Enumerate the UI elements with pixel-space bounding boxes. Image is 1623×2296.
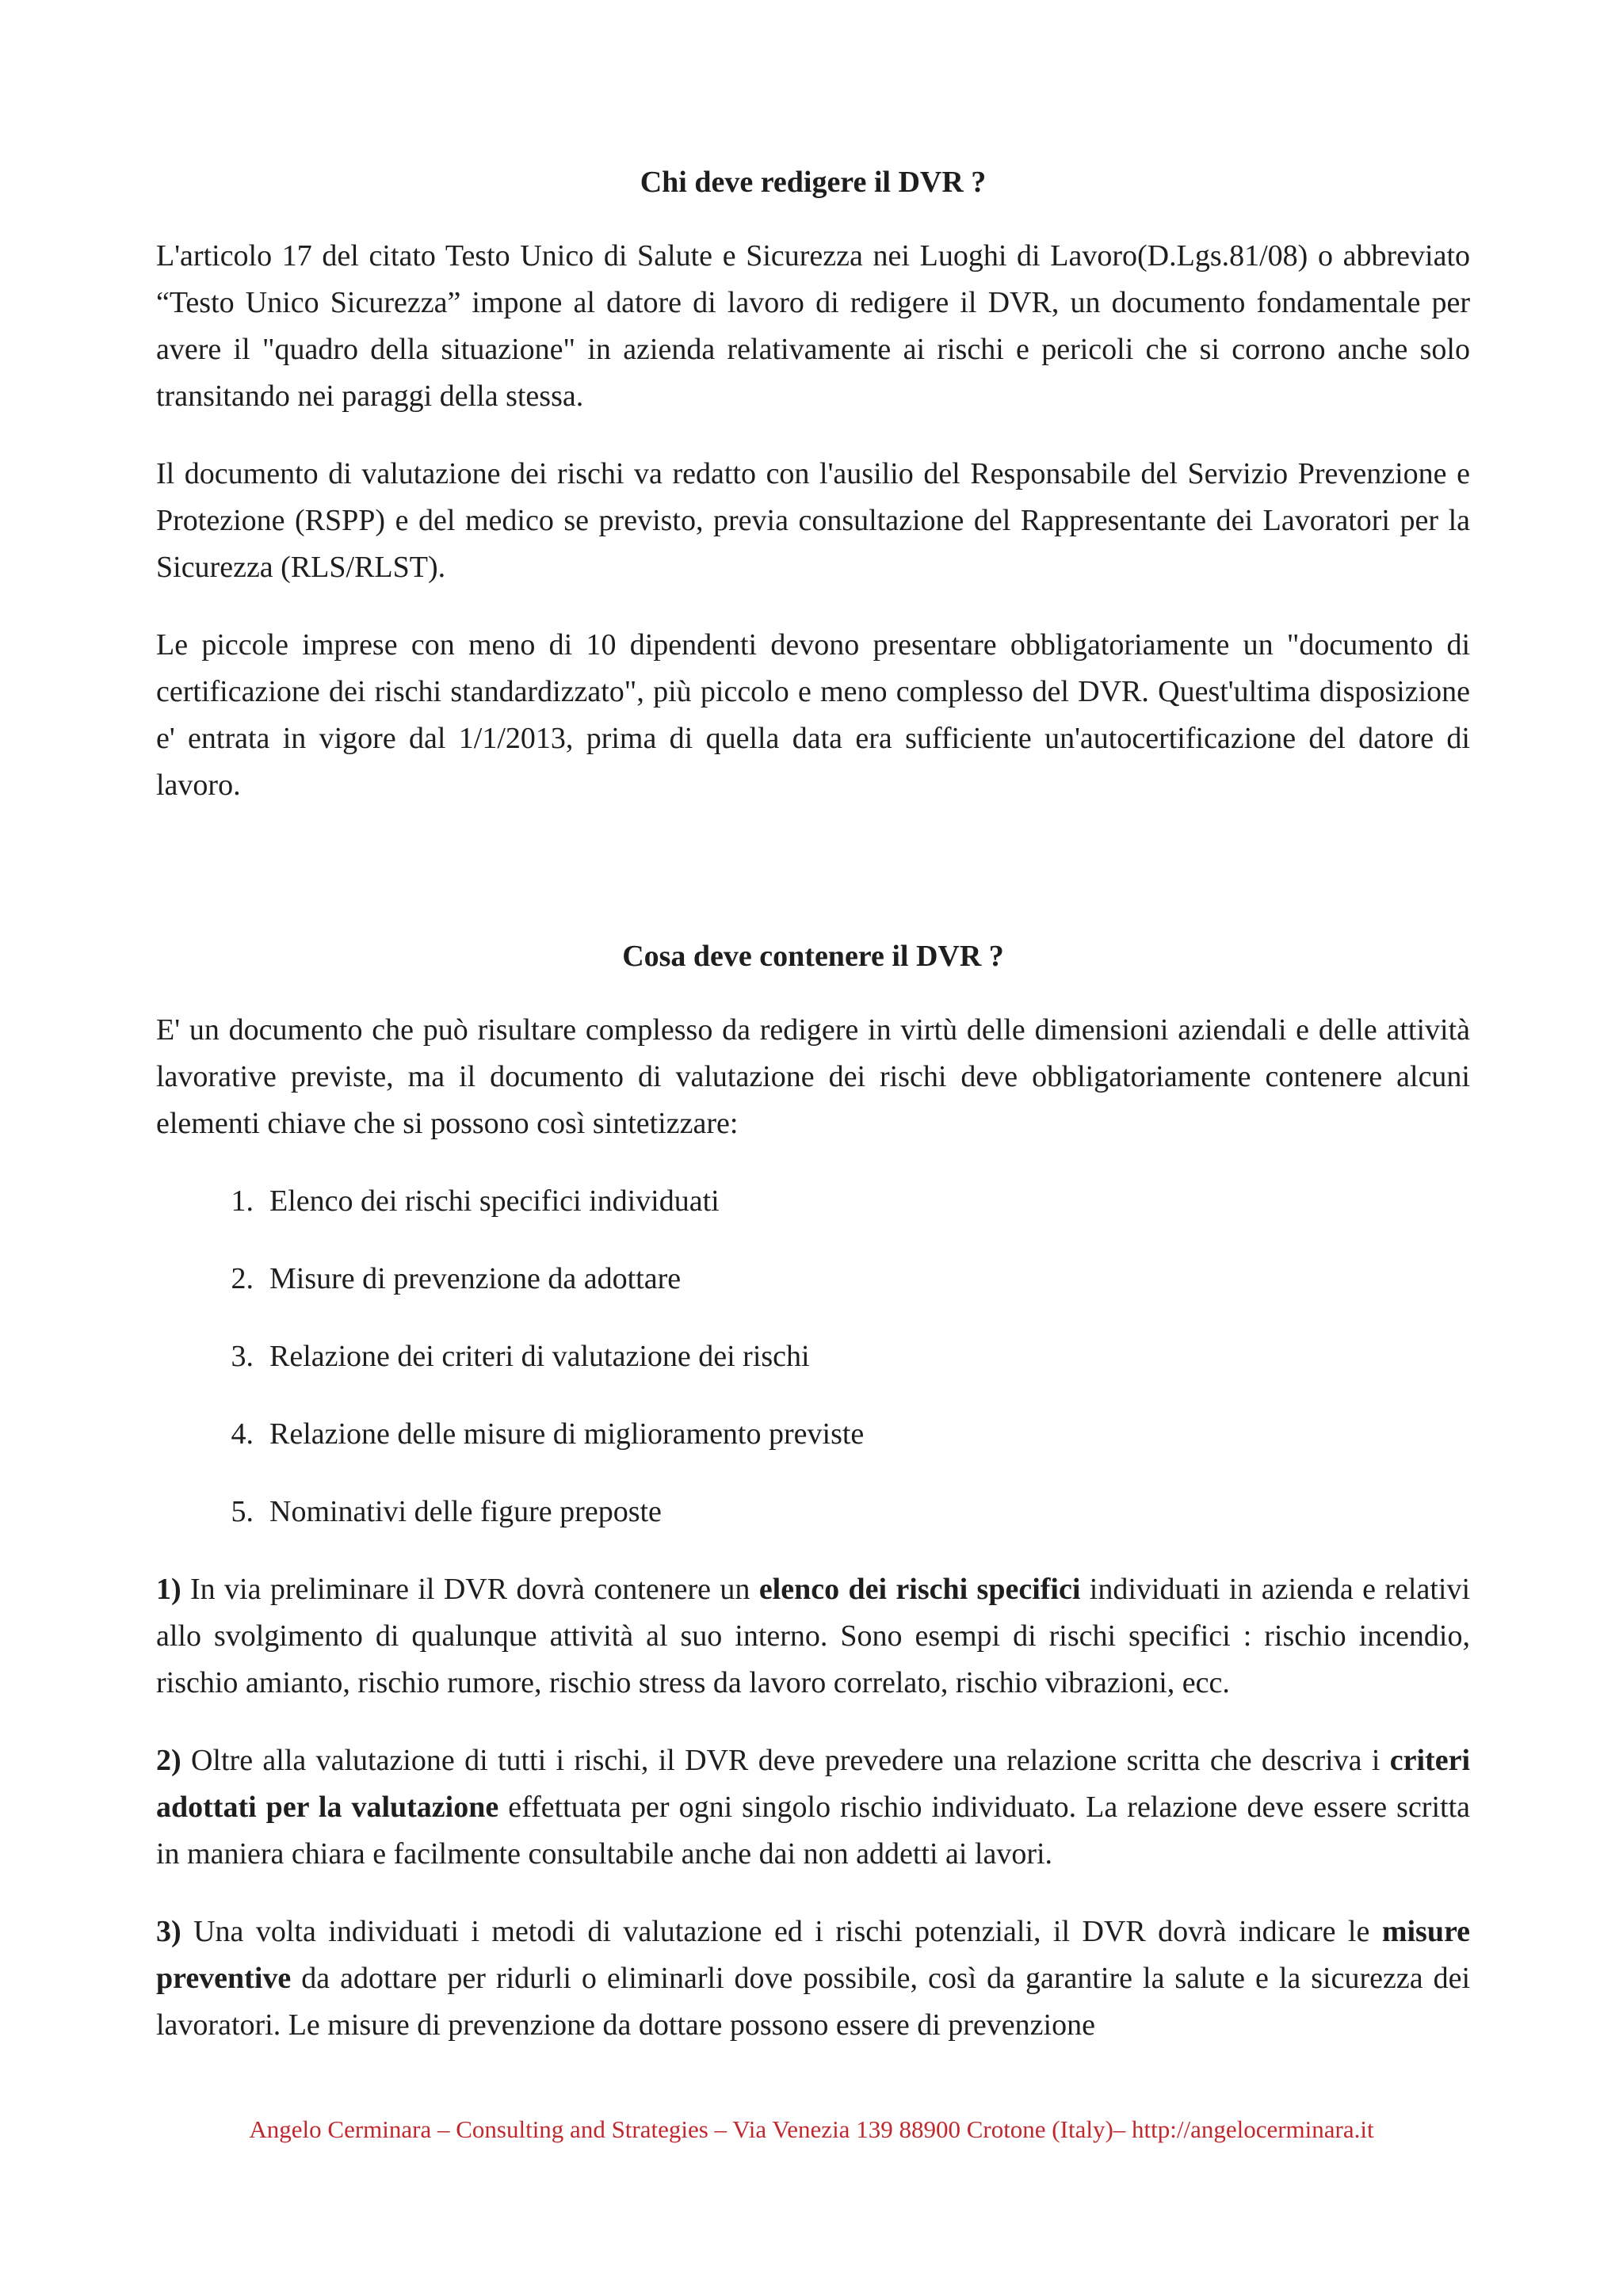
section-spacer xyxy=(156,840,1470,933)
paragraph-point-2 xyxy=(156,1737,1470,1878)
list-item-text: Nominativi delle figure preposte xyxy=(269,1495,662,1528)
point-number: 3) xyxy=(156,1915,181,1948)
point-text-before: In via preliminare il DVR dovrà contenere un xyxy=(181,1573,759,1606)
document-page xyxy=(156,158,1470,2080)
section-heading-who: Chi deve redigere il DVR ? xyxy=(640,166,987,199)
list-item xyxy=(156,1256,1470,1302)
list-item xyxy=(156,1333,1470,1380)
section-heading-contents: Cosa deve contenere il DVR ? xyxy=(622,940,1004,973)
point-text-after: da adottare per ridurli o eliminarli dove possibile, così da garantire la salute e la sicurezza dei lavoratori. Le misure di prevenzione da dottare possono essere di prevenzione xyxy=(156,1962,1470,2042)
page-footer xyxy=(0,2114,1623,2145)
point-highlight: criteri adottati per la valutazione xyxy=(156,1744,1470,1824)
paragraph-rspp: Il documento di valutazione dei rischi va redatto con l'ausilio del Responsabile del Servizio Prevenzione e Protezione (RSPP) e del medico se previsto, previa consultazione del Rappresentante dei Lavoratori per la Sicurezza (RLS/RLST). xyxy=(156,457,1470,584)
point-highlight: misure preventive xyxy=(156,1915,1470,1995)
list-item-number: 1. xyxy=(231,1184,254,1218)
list-item-text: Elenco dei rischi specifici individuati xyxy=(269,1184,720,1218)
list-item xyxy=(156,1411,1470,1458)
paragraph-small-businesses: Le piccole imprese con meno di 10 dipendenti devono presentare obbligatoriamente un "documento di certificazione dei rischi standardizzato", più piccolo e meno complesso del DVR. Quest'ultima disposizione e' entrata in vigore dal 1/1/2013, prima di quella data era sufficiente un'autocertificazione del datore di lavoro. xyxy=(156,628,1470,802)
point-text-after: individuati in azienda e relativi allo svolgimento di qualunque attività al suo interno. Sono esempi di rischi specifici : rischio incendio, rischio amianto, rischio rumore, rischio stress da lavoro correlato, rischio vibrazioni, ecc. xyxy=(156,1573,1471,1699)
key-elements-list xyxy=(156,1178,1470,1535)
list-item-text: Relazione delle misure di miglioramento previste xyxy=(269,1417,865,1451)
paragraph-point-3 xyxy=(156,1909,1470,2049)
list-item-number: 5. xyxy=(231,1495,254,1528)
point-text-after: effettuata per ogni singolo rischio individuato. La relazione deve essere scritta in maniera chiara e facilmente consultabile anche dai non addetti ai lavori. xyxy=(156,1791,1471,1871)
footer-text: Angelo Cerminara – Consulting and Strategies – Via Venezia 139 88900 Crotone (Italy)– http://angelocerminara.it xyxy=(249,2115,1374,2143)
list-item-number: 2. xyxy=(231,1262,254,1295)
point-number: 2) xyxy=(156,1744,181,1777)
point-text-before: Una volta individuati i metodi di valutazione ed i rischi potenziali, il DVR dovrà indicare le xyxy=(181,1915,1382,1948)
paragraph-point-1 xyxy=(156,1566,1470,1707)
list-item-number: 4. xyxy=(231,1417,254,1451)
list-item-number: 3. xyxy=(231,1340,254,1373)
paragraph-article-17: L'articolo 17 del citato Testo Unico di Salute e Sicurezza nei Luoghi di Lavoro(D.Lgs.81/08) o abbreviato “Testo Unico Sicurezza” impone al datore di lavoro di redigere il DVR, un documento fondamentale per avere il "quadro della situazione" in azienda relativamente ai rischi e pericoli che si corrono anche solo transitando nei paraggi della stessa. xyxy=(156,239,1470,413)
list-item-text: Misure di prevenzione da adottare xyxy=(269,1262,682,1295)
point-number: 1) xyxy=(156,1573,181,1606)
list-item xyxy=(156,1489,1470,1535)
point-text-before: Oltre alla valutazione di tutti i rischi, il DVR deve prevedere una relazione scritta che descriva i xyxy=(181,1744,1390,1777)
point-highlight: elenco dei rischi specifici xyxy=(758,1573,1081,1606)
paragraph-contents-intro: E' un documento che può risultare complesso da redigere in virtù delle dimensioni aziendali e delle attività lavorative previste, ma il documento di valutazione dei rischi deve obbligatoriamente contenere alcuni elementi chiave che si possono così sintetizzare: xyxy=(156,1013,1470,1140)
list-item xyxy=(156,1178,1470,1225)
list-item-text: Relazione dei criteri di valutazione dei rischi xyxy=(269,1340,810,1373)
